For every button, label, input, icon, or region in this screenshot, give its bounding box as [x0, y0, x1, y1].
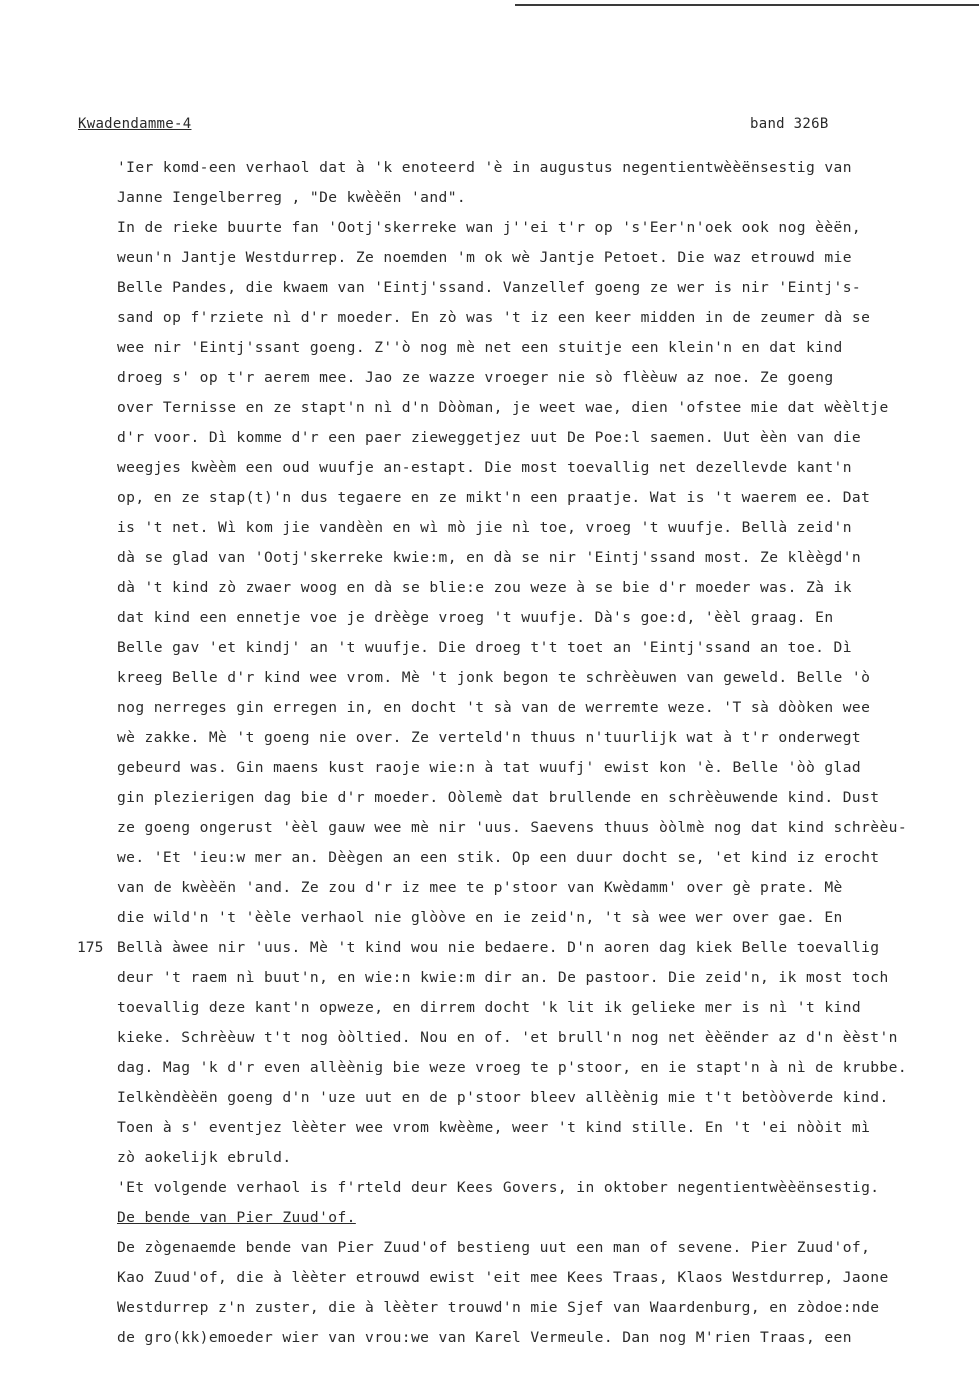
section-title: De bende van Pier Zuud'of.	[117, 1209, 356, 1226]
text-line: we. 'Et 'ieu:w mer an. Dèègen an een stik. Op een duur docht se, 'et kind iz erocht	[117, 849, 880, 866]
text-line: 'Ier komd-een verhaol dat à 'k enoteerd 'è in augustus negentientwèèënsestig van	[117, 159, 852, 176]
text-line: Belle gav 'et kindj' an 't wuufje. Die droeg t't toet an 'Eintj'ssand an toe. Dì	[117, 639, 852, 656]
text-line: Kao Zuud'of, die à lèèter etrouwd ewist 'eit mee Kees Traas, Klaos Westdurrep, Jaone	[117, 1269, 889, 1286]
text-line: Westdurrep z'n zuster, die à lèèter trouwd'n mie Sjef van Waardenburg, en zòdoe:nde	[117, 1299, 880, 1316]
text-line: gin plezierigen dag bie d'r moeder. Oòlemè dat brullende en schrèèuwende kind. Dust	[117, 789, 880, 806]
text-line: ze goeng ongerust 'èèl gauw wee mè nir 'uus. Saevens thuus òòlmè nog dat kind schrèèu-	[117, 819, 908, 836]
text-line: van de kwèèën 'and. Ze zou d'r iz mee te p'stoor van Kwèdamm' over gè prate. Mè	[117, 879, 843, 896]
text-line: wee nir 'Eintj'ssant goeng. Z''ò nog mè net een stuitje een klein'n en dat kind	[117, 339, 843, 356]
header-band: band 326B	[750, 116, 829, 132]
text-line: gebeurd was. Gin maens kust raoje wie:n à tat wuufj' ewist kon 'è. Belle 'òò glad	[117, 759, 862, 776]
text-line: dà 't kind zò zwaer woog en dà se blie:e zou weze à se bie d'r moeder was. Zà ik	[117, 579, 852, 596]
text-line: droeg s' op t'r aerem mee. Jao ze wazze vroeger nie sò flèèuw az noe. Ze goeng	[117, 369, 834, 386]
text-line: dat kind een ennetje voe je drèège vroeg 't wuufje. Dà's goe:d, 'èèl graag. En	[117, 609, 834, 626]
text-line: kieke. Schrèèuw t't nog òòltied. Nou en of. 'et brull'n nog net èèënder az d'n èèst'n	[117, 1029, 898, 1046]
text-line: die wild'n 't 'èèle verhaol nie glòòve en ie zeid'n, 't sà wee wer over gae. En	[117, 909, 843, 926]
text-line: d'r voor. Dì komme d'r een paer zieweggetjez uut De Poe:l saemen. Uut èèn van die	[117, 429, 862, 446]
text-line: over Ternisse en ze stapt'n nì d'n Dòòman, je weet wae, dien 'ofstee mie dat wèèltje	[117, 399, 889, 416]
text-line: de gro(kk)emoeder wier van vrou:we van Karel Vermeule. Dan nog M'rien Traas, een	[117, 1329, 852, 1346]
top-rule	[515, 4, 979, 6]
text-line: kreeg Belle d'r kind wee vrom. Mè 't jonk begon te schrèèuwen van geweld. Belle 'ò	[117, 669, 871, 686]
text-line: Bellà àwee nir 'uus. Mè 't kind wou nie bedaere. D'n aoren dag kiek Belle toevallig	[117, 939, 880, 956]
text-line: Ielkèndèèën goeng d'n 'uze uut en de p'stoor bleev allèènig mie t't betòòverde kind.	[117, 1089, 889, 1106]
text-line: dà se glad van 'Ootj'skerreke kwie:m, en dà se nir 'Eintj'ssand most. Ze klèègd'n	[117, 549, 862, 566]
text-line: toevallig deze kant'n opweze, en dirrem docht 'k lit ik gelieke mer is nì 't kind	[117, 999, 862, 1016]
text-line: deur 't raem nì buut'n, en wie:n kwie:m dir an. De pastoor. Die zeid'n, ik most toch	[117, 969, 889, 986]
text-line: 'Et volgende verhaol is f'rteld deur Kees Govers, in oktober negentientwèèënsestig.	[117, 1179, 880, 1196]
document-body	[117, 153, 979, 1353]
text-line: sand op f'rziete nì d'r moeder. En zò was 't iz een keer midden in de zeumer dà se	[117, 309, 871, 326]
text-line: Janne Iengelberreg , "De kwèèën 'and".	[117, 189, 467, 206]
text-line: is 't net. Wì kom jie vandèèn en wì mò jie nì toe, vroeg 't wuufje. Bellà zeid'n	[117, 519, 852, 536]
margin-line-number: 175	[77, 939, 104, 956]
text-line: Belle Pandes, die kwaem van 'Eintj'ssand. Vanzellef goeng ze wer is nir 'Eintj's-	[117, 279, 862, 296]
header-location: Kwadendamme-4	[78, 116, 192, 132]
text-line: Toen à s' eventjez lèèter wee vrom kwèème, weer 't kind stille. En 't 'ei nòòit mì	[117, 1119, 871, 1136]
text-line: dag. Mag 'k d'r even allèènig bie weze vroeg te p'stoor, en ie stapt'n à nì de krubbe.	[117, 1059, 908, 1076]
text-line: weegjes kwèèm een oud wuufje an-estapt. Die most toevallig net dezellevde kant'n	[117, 459, 852, 476]
text-line: In de rieke buurte fan 'Ootj'skerreke wan j''ei t'r op 's'Eer'n'oek ook nog èèën,	[117, 219, 862, 236]
text-line: weun'n Jantje Westdurrep. Ze noemden 'm ok wè Jantje Petoet. Die waz etrouwd mie	[117, 249, 852, 266]
text-line: De zògenaemde bende van Pier Zuud'of bestieng uut een man of sevene. Pier Zuud'of,	[117, 1239, 871, 1256]
text-line: nog nerreges gin erregen in, en docht 't sà van de werremte weze. 'T sà dòòken wee	[117, 699, 871, 716]
text-line: op, en ze stap(t)'n dus tegaere en ze mikt'n een praatje. Wat is 't waerem ee. Dat	[117, 489, 871, 506]
text-line: wè zakke. Mè 't goeng nie over. Ze verteld'n thuus n'tuurlijk wat à t'r onderwegt	[117, 729, 862, 746]
text-line: zò aokelijk ebruld.	[117, 1149, 292, 1166]
